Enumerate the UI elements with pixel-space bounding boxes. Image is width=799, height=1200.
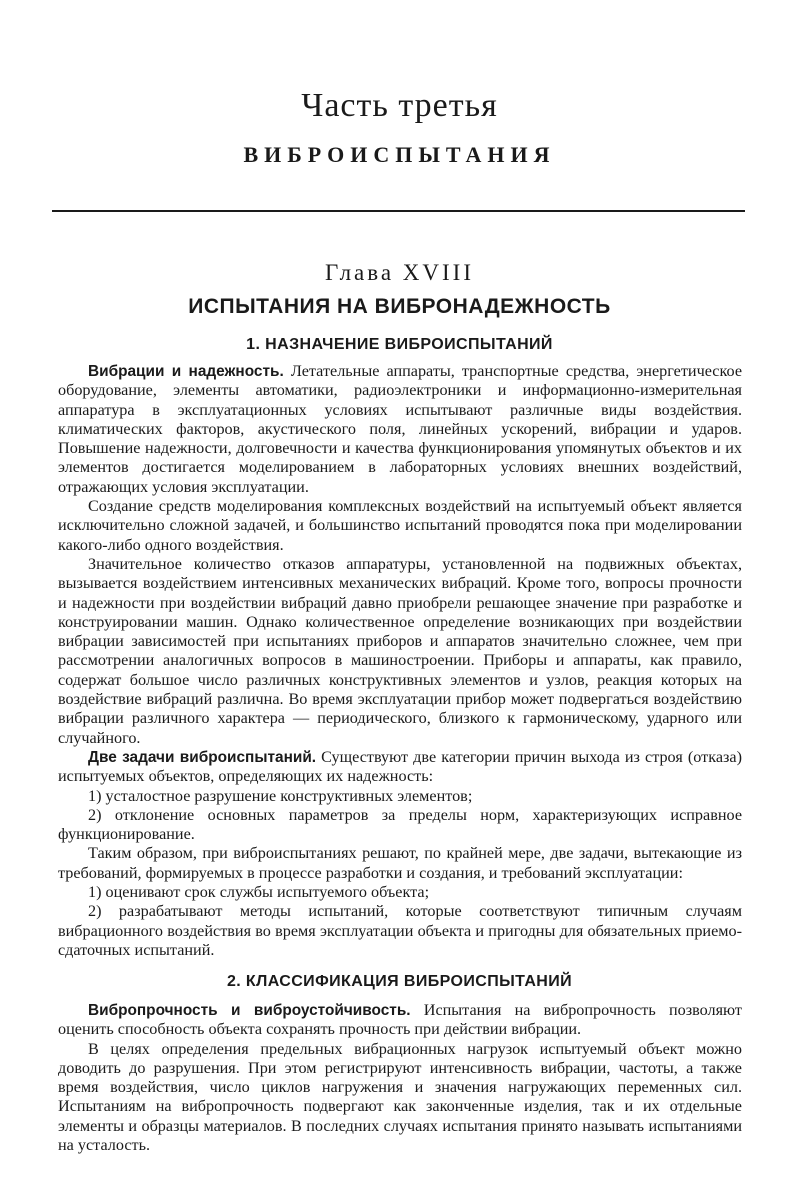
paragraph-lead: Вибрации и надежность. — [88, 363, 284, 380]
list-item-text: 2) отклонение основных параметров за пределы норм, характеризующих исправное функционирование. — [58, 805, 742, 844]
section-title-1: 1. НАЗНАЧЕНИЕ ВИБРОИСПЫТАНИЙ — [246, 336, 553, 353]
paragraph-text: Создание средств моделирования комплексных воздействий на испытуемый объект является исключительно сложной задачей, и большинство испытаний проводятся пока при моделировании какого-либо одного воздействия. — [58, 497, 742, 554]
paragraph — [58, 497, 742, 555]
part-title: Часть третья — [301, 87, 498, 124]
list-item-text: 1) усталостное разрушение конструктивных элементов; — [88, 786, 473, 805]
paragraph-text: Значительное количество отказов аппаратуры, установленной на подвижных объектах, вызывается воздействием интенсивных механических вибраций. Кроме того, вопросы прочности и надежности при воздействии вибраций давно приобрели решающее значение при разработке и конструировании машин. Однако количественное определение возникающих при воздействии вибрации зависимостей при испытаниях приборов и аппаратов значительно сложнее, чем при рассмотрении аналогичных вопросов в машиностроении. Приборы и аппараты, как правило, содержат большое число различных конструктивных элементов и узлов, реакция которых на воздействие вибраций различна. Во время эксплуатации прибор может подвергаться воздействию вибрации различного характера — периодического, близкого к гармоническому, ударного или случайного. — [58, 554, 742, 747]
paragraph — [58, 1040, 742, 1156]
section-1-body — [58, 362, 742, 960]
list-item — [58, 883, 742, 902]
paragraph — [58, 555, 742, 748]
paragraph-text: Таким образом, при виброиспытаниях решают, по крайней мере, две задачи, вытекающие из требований, формируемых в процессе разработки и создания, и требований эксплуатации: — [58, 844, 742, 882]
paragraph — [58, 362, 742, 497]
paragraph-text: Существуют две категории причин выхода из строя (отказа) испытуемых объектов, определяющих их надежность: — [58, 747, 742, 786]
section-title-2: 2. КЛАССИФИКАЦИЯ ВИБРОИСПЫТАНИЙ — [226, 973, 573, 990]
list-item-text: 2) разрабатывают методы испытаний, которые соответствуют типичным случаям вибрационного воздействия во время эксплуатации объекта и пригодны для обязательных приемо-сдаточных испытаний. — [58, 902, 742, 959]
paragraph-text: Испытания на вибропрочность позволяют оценить способность объекта сохранять прочность при действии вибрации. — [58, 1001, 742, 1039]
list-item — [58, 787, 742, 806]
paragraph-lead: Вибропрочность и виброустойчивость. — [88, 1002, 411, 1019]
list-item — [58, 902, 742, 960]
paragraph — [58, 748, 742, 787]
paragraph-text: В целях определения предельных вибрационных нагрузок испытуемый объект можно доводить до разрушения. При этом регистрируют интенсивность вибрации, частоты, а также время воздействия, число циклов нагружения и значения нагружающих переменных сил. Испытаниям на вибропрочность подвергают как законченные изделия, так и их отдельные элементы и образцы материалов. В последних случаях испытания принято называть испытаниями на усталость. — [58, 1039, 742, 1155]
list-item — [58, 806, 742, 845]
paragraph-lead: Две задачи виброиспытаний. — [88, 748, 317, 766]
paragraph-text: Летательные аппараты, транспортные средства, энергетическое оборудование, элементы автоматики, радиоэлектроники и информационно-измерительная аппаратура в эксплуатационных условиях испытывают различные виды воздействия. климатических факторов, акустического поля, линейных ускорений, вибрации и ударов. Повышение надежности, долговечности и качества функционирования упомянутых объектов и их элементов достигается моделированием в лабораторных условиях внешних воздействий, отражающих условия эксплуатации. — [58, 362, 743, 496]
chapter-title: ИСПЫТАНИЯ НА ВИБРОНАДЕЖНОСТЬ — [188, 295, 611, 318]
list-item-text: 1) оценивают срок службы испытуемого объекта; — [88, 883, 430, 902]
horizontal-rule — [52, 210, 745, 212]
paragraph — [58, 1001, 742, 1040]
part-subtitle: ВИБРОИСПЫТАНИЯ — [243, 142, 556, 167]
section-2-body — [58, 1001, 742, 1155]
chapter-label: Глава XVIII — [325, 260, 474, 285]
paragraph — [58, 844, 742, 883]
